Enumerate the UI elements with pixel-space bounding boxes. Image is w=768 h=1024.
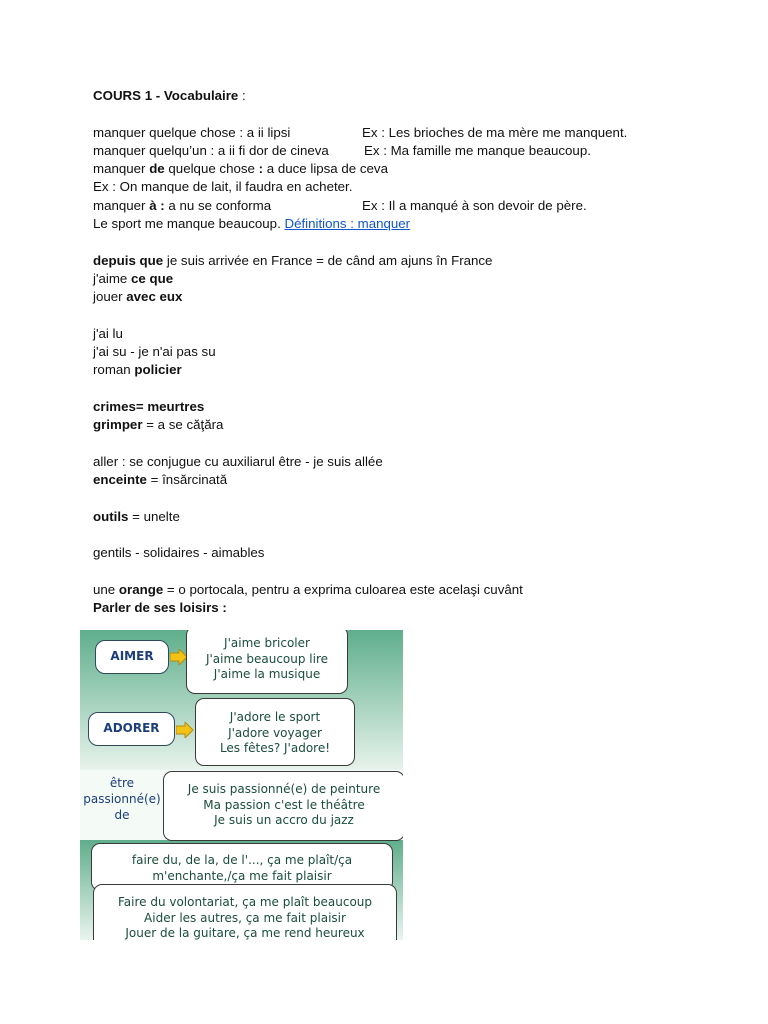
box-faire-examples [93,884,397,940]
text: une [93,582,119,598]
vocab-line-1 [93,124,733,142]
verb-line: passionné(e) [83,792,161,806]
text: a duce lipsa de ceva [263,161,388,177]
example-line: m'enchante,/ça me fait plaisir [152,868,332,883]
text: j'aime [93,270,132,286]
bold-text: enceinte [93,472,147,488]
block2-line-1 [93,252,733,270]
example-line: Les fêtes? J'adore! [219,741,331,755]
example-line: Je suis un accro du jazz [214,813,354,827]
bold-text: crimes= meurtres [93,399,205,415]
example-line: J'aime beaucoup lire [205,651,329,666]
box-adorer-examples [195,698,355,766]
block4-line-1 [93,398,733,416]
vocab-line-6 [93,215,733,233]
text: = însărcinată [146,472,228,488]
block8-line-2 [93,599,733,617]
vocab-definition: manquer quelque chose : a ii lipsi [93,124,291,140]
block3-line-2: j'ai su - je n'ai pas su [93,344,216,360]
definitions-link[interactable]: Définitions : manquer [284,216,411,232]
example-line: Je suis passionné(e) de peinture [187,782,381,796]
bold-text: à : [149,197,165,213]
page-heading [93,87,733,105]
text: manquer [93,161,150,177]
block8-line-1 [93,581,733,599]
block3-line-1: j'ai lu [93,325,123,341]
block5-line-2 [93,471,733,489]
verb-aimer: AIMER [95,640,169,674]
heading-suffix: : [238,88,246,103]
block4-line-2 [93,416,733,434]
text: a nu se conforma [164,197,272,213]
block6-line-1 [93,508,733,526]
bold-text: ce que [131,270,174,286]
verb-adorer: ADORER [88,712,175,746]
example-line: Jouer de la guitare, ça me rend heureux [125,926,365,940]
block7-line-1: gentils - solidaires - aimables [93,545,265,561]
verb-line: être [109,776,135,790]
text: jouer [93,289,127,305]
example-line: J'adore le sport [229,710,321,724]
text: = o portocala, pentru a exprima culoarea este acelaşi cuvânt [163,582,523,598]
leisure-expressions-figure [80,630,403,940]
text: Le sport me manque beaucoup. [93,216,285,232]
section-heading: Parler de ses loisirs : [93,600,227,616]
verb-line: de [114,808,130,822]
vocab-example: Ex : Les brioches de ma mère me manquent. [362,124,628,140]
text: roman [93,362,135,378]
document-body [93,87,733,618]
block3-line-3 [93,361,733,379]
vocab-line-5 [93,197,733,215]
vocab-example: Ex : On manque de lait, il faudra en acheter. [93,179,353,195]
block2-line-3 [93,288,733,306]
text: je suis arrivée en France = de când am ajuns în France [163,252,493,268]
text: = a se căţăra [142,417,224,433]
vocab-example: Ex : Ma famille me manque beaucoup. [364,142,591,158]
heading-bold: COURS 1 - Vocabulaire [93,88,239,103]
bold-text: depuis que [93,252,164,268]
example-line: J'aime la musique [213,667,321,681]
example-line: Aider les autres, ça me fait plaisir [144,910,346,925]
text: = unelte [128,508,180,524]
bold-text: outils [93,508,129,524]
text: manquer [93,197,150,213]
example-line: Faire du volontariat, ça me plaît beaucoup [117,895,373,909]
box-aimer-examples [186,630,348,694]
example-line: J'aime bricoler [224,636,310,650]
block2-line-2 [93,270,733,288]
vocab-example: Ex : Il a manqué à son devoir de père. [362,197,587,213]
vocab-line-3 [93,160,733,178]
example-line: faire du, de la, de l'..., ça me plaît/ça [131,853,353,867]
vocab-definition: manquer quelqu’un : a ii fi dor de cineva [93,142,329,158]
block5-line-1: aller : se conjugue cu auxiliarul être - je suis allée [93,453,383,469]
example-line: J'adore voyager [228,725,322,740]
bold-text: : [258,161,264,177]
vocab-line-2 [93,142,733,160]
verb-etre-passionne [80,775,164,823]
arrow-right-icon [176,722,194,738]
bold-text: grimper [93,417,143,433]
bold-text: policier [134,362,182,378]
bold-text: orange [118,582,164,598]
text: quelque chose [164,161,259,177]
bold-text: de [149,161,165,177]
bold-text: avec eux [126,289,183,305]
box-passionne-examples [163,771,403,841]
example-line: Ma passion c'est le théâtre [203,797,365,812]
vocab-line-4 [93,178,733,196]
